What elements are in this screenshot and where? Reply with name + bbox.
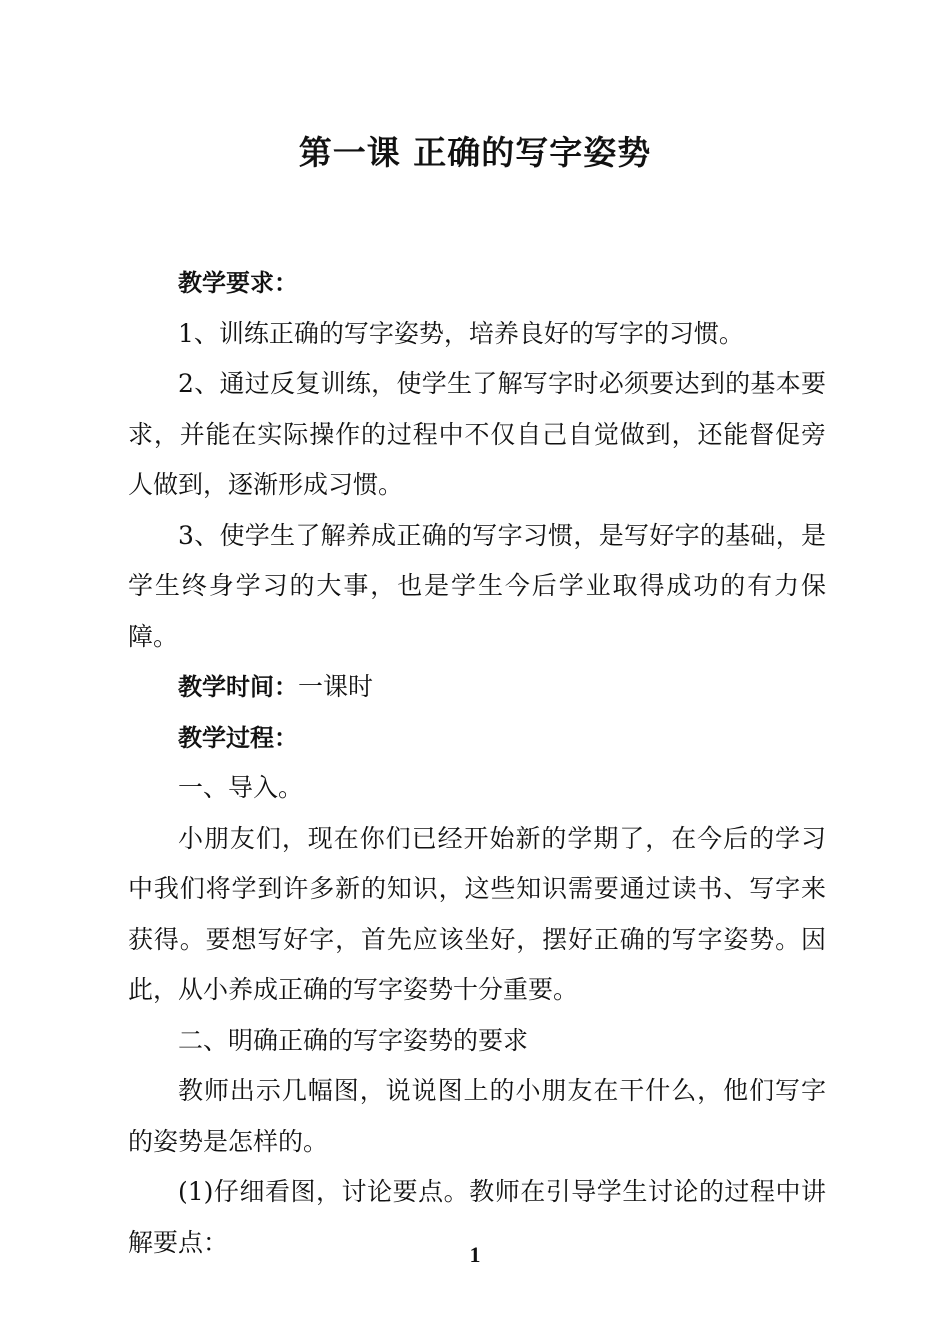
label-teaching-time: 教学时间：	[178, 673, 298, 701]
paragraph: 小朋友们，现在你们已经开始新的学期了，在今后的学习中我们将学到许多新的知识，这些知识需要通过读书、写字来获得。要想写好字，首先应该坐好，摆好正确的写字姿势。因此，从小养成正确的写字姿势十分重要。	[128, 823, 826, 1004]
paragraph-teaching-requirements	[128, 258, 826, 309]
paragraph: 2、通过反复训练，使学生了解写字时必须要达到的基本要求，并能在实际操作的过程中不仅自己自觉做到，还能督促旁人做到，逐渐形成习惯。	[128, 369, 826, 499]
paragraph: 1、训练正确的写字姿势，培养良好的写字的习惯。	[178, 318, 744, 348]
document-body	[128, 258, 826, 1268]
paragraph-teaching-time	[128, 662, 826, 713]
label-teaching-process: 教学过程：	[178, 723, 298, 752]
page-number: 1	[469, 1242, 481, 1267]
label-teaching-requirements: 教学要求：	[178, 269, 298, 297]
teaching-time-value: 一课时	[298, 672, 374, 701]
paragraph: 教师出示几幅图，说说图上的小朋友在干什么，他们写字的姿势是怎样的。	[128, 1076, 826, 1156]
paragraph: (1)仔细看图，讨论要点。教师在引导学生讨论的过程中讲解要点：	[128, 1177, 826, 1257]
paragraph: 二、明确正确的写字姿势的要求	[178, 1025, 529, 1055]
document-title: 第一课 正确的写字姿势	[298, 133, 652, 172]
paragraph: 一、导入。	[178, 773, 304, 802]
paragraph: 3、使学生了解养成正确的写字习惯，是写好字的基础，是学生终身学习的大事，也是学生今后学业取得成功的有力保障。	[128, 520, 826, 651]
paragraph-teaching-process	[128, 713, 826, 764]
